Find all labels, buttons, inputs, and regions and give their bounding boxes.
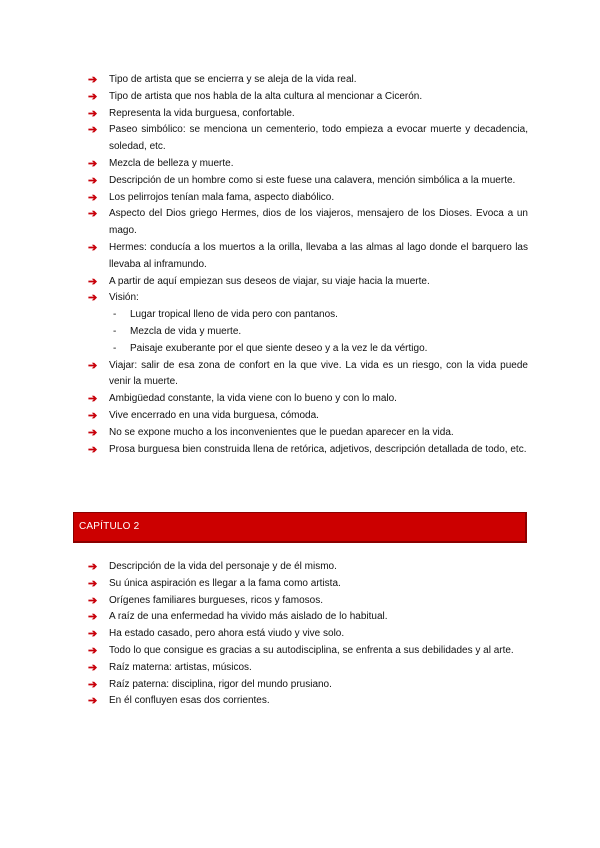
arrow-bullet-icon: ➔ [88,678,98,691]
dash-bullet: - [113,342,117,354]
list-item [88,391,528,408]
list-item [88,643,528,660]
list-item [88,358,528,392]
list-item-text: Tipo de artista que nos habla de la alta cultura al mencionar a Cicerón. [109,90,423,102]
arrow-bullet-icon: ➔ [88,409,98,422]
list-item [88,206,528,240]
arrow-bullet-icon: ➔ [88,644,98,657]
arrow-bullet-icon: ➔ [88,275,98,288]
arrow-bullet-icon: ➔ [88,577,98,590]
list-item [88,576,528,593]
chapter-heading: CAPÍTULO 2 [79,521,140,532]
list-item [88,660,528,677]
dash-bullet: - [113,309,117,321]
list-item-text: Aspecto del Dios griego Hermes, dios de los viajeros, mensajero de los Dioses. Evoca a un mago. [109,208,528,237]
list-item-text: Ambigüedad constante, la vida viene con lo bueno y con lo malo. [109,393,397,405]
list-item-text: Todo lo que consigue es gracias a su autodisciplina, se enfrenta a sus debilidades y al arte. [109,644,514,656]
list-item-text: Vive encerrado en una vida burguesa, cómoda. [109,409,319,421]
list-item [88,693,528,710]
arrow-bullet-icon: ➔ [88,90,98,103]
arrow-bullet-icon: ➔ [88,124,98,137]
list-item [88,677,528,694]
list-item [88,240,528,274]
sublist-item [109,307,528,324]
dash-bullet: - [113,325,117,337]
list-item-text: A partir de aquí empiezan sus deseos de viajar, su viaje hacia la muerte. [109,275,430,287]
arrow-bullet-icon: ➔ [88,426,98,439]
list-item-text: Raíz materna: artistas, músicos. [109,661,252,673]
list-item-text: A raíz de una enfermedad ha vivido más aislado de lo habitual. [109,611,388,623]
arrow-bullet-icon: ➔ [88,191,98,204]
list-item [88,106,528,123]
bullet-list-section-2 [88,559,528,710]
list-item [88,593,528,610]
bullet-list-section-1 [88,72,528,458]
arrow-bullet-icon: ➔ [88,393,98,406]
list-item-text: Paseo simbólico: se menciona un cementerio, todo empieza a evocar muerte y decadencia, soledad, etc. [109,124,528,153]
list-item-text: Su única aspiración es llegar a la fama como artista. [109,577,341,589]
list-item [88,190,528,207]
list-item [88,122,528,156]
arrow-bullet-icon: ➔ [88,611,98,624]
arrow-bullet-icon: ➔ [88,107,98,120]
arrow-bullet-icon: ➔ [88,292,98,305]
arrow-bullet-icon: ➔ [88,561,98,573]
list-item-text: Orígenes familiares burgueses, ricos y famosos. [109,594,323,606]
arrow-bullet-icon: ➔ [88,443,98,456]
list-item-text: Hermes: conducía a los muertos a la orilla, llevaba a las almas al lago donde el barquero las llevaba al inframundo. [109,241,528,270]
list-item-text: Viajar: salir de esa zona de confort en la que vive. La vida es un riesgo, con la vida puede venir la muerte. [109,359,528,388]
list-item [88,626,528,643]
list-item [88,89,528,106]
sublist-item-text: Lugar tropical lleno de vida pero con pantanos. [130,309,338,321]
arrow-bullet-icon: ➔ [88,208,98,221]
list-item-text: Descripción de un hombre como si este fuese una calavera, mención simbólica a la muerte. [109,174,516,186]
sublist-item-text: Paisaje exuberante por el que siente deseo y a la vez le da vértigo. [130,342,428,354]
list-item [88,274,528,291]
list-item [88,72,528,89]
list-item-text: Los pelirrojos tenían mala fama, aspecto diabólico. [109,191,335,203]
list-item [88,425,528,442]
list-item [88,408,528,425]
vision-sublist [109,307,528,357]
arrow-bullet-icon: ➔ [88,359,98,372]
list-item-text: Mezcla de belleza y muerte. [109,157,234,169]
sublist-item [109,324,528,341]
arrow-bullet-icon: ➔ [88,594,98,607]
list-item-text: Representa la vida burguesa, confortable. [109,107,295,119]
list-item [88,559,528,576]
arrow-bullet-icon: ➔ [88,661,98,674]
list-item-text: En él confluyen esas dos corrientes. [109,695,270,707]
list-item [88,609,528,626]
list-item [88,173,528,190]
arrow-bullet-icon: ➔ [88,628,98,641]
list-item [88,156,528,173]
sublist-item [109,341,528,358]
list-item-text: Descripción de la vida del personaje y de él mismo. [109,561,337,572]
sublist-item-text: Mezcla de vida y muerte. [130,325,242,337]
chapter-heading-bar [73,512,527,543]
list-item-text: Tipo de artista que se encierra y se aleja de la vida real. [109,74,357,85]
arrow-bullet-icon: ➔ [88,241,98,254]
arrow-bullet-icon: ➔ [88,157,98,170]
arrow-bullet-icon: ➔ [88,74,98,86]
list-item-text: No se expone mucho a los inconvenientes que le puedan aparecer en la vida. [109,426,454,438]
list-item-text: Visión: [109,292,139,304]
arrow-bullet-icon: ➔ [88,174,98,187]
list-item [88,442,528,459]
arrow-bullet-icon: ➔ [88,695,98,708]
list-item-vision [88,290,528,357]
list-item-text: Prosa burguesa bien construida llena de retórica, adjetivos, descripción detallada de todo, etc. [109,443,527,455]
list-item-text: Ha estado casado, pero ahora está viudo y vive solo. [109,628,345,640]
list-item-text: Raíz paterna: disciplina, rigor del mundo prusiano. [109,678,332,690]
